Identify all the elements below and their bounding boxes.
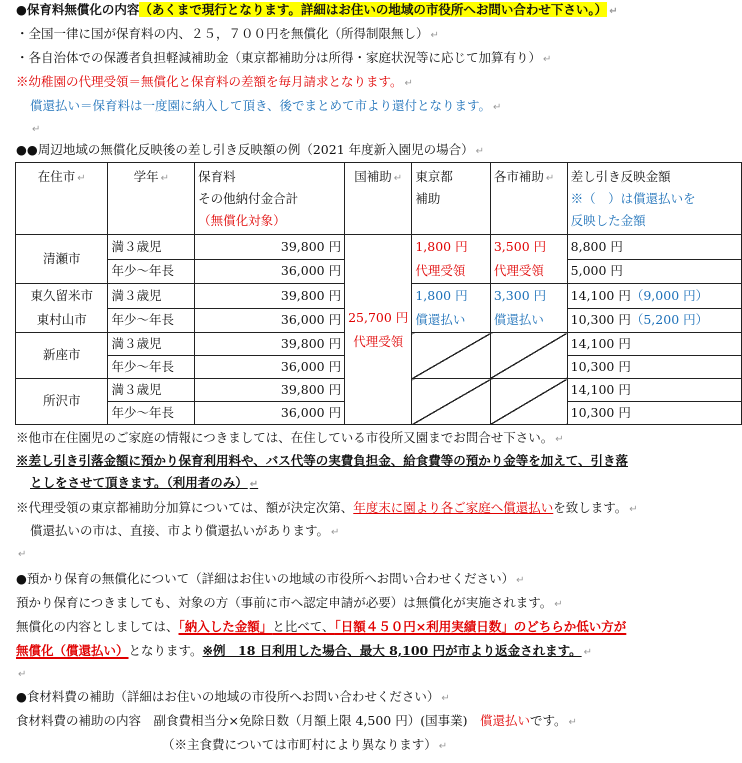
blank-line: ↵ (18, 549, 27, 560)
city-higashikurume-higashimurayama: 東久留米市 東村山市 (16, 284, 108, 333)
fee-line-proxy-receipt: ※幼稚園の代理受領＝無償化と保育料の差額を毎月請求となります。 ↵ (16, 74, 413, 89)
diff-cell: 8,800 円 (567, 235, 741, 260)
higashi-tokyo-subsidy: 1,800 円 償還払い (412, 284, 491, 333)
note-tokyo-addition: ※代理受領の東京都補助分加算については、額が決定次第、年度末に園より各ご家庭へ償還払いを致します。 ↵ (16, 500, 638, 515)
niiza-city-empty (490, 333, 567, 379)
section-childcare-fee-title: ●保育料無償化の内容（あくまで現行となります。詳細はお住いの地域の市役所へお問い合わせ下さい。） ↵ (16, 2, 618, 17)
header-grade: 学年 ↵ (108, 163, 195, 235)
diff-cell: 14,100 円（9,000 円） (567, 284, 741, 309)
header-diff: 差し引き反映金額 ※（ ）は償還払いを 反映した金額 (567, 163, 741, 235)
diff-cell: 10,300 円 (567, 356, 741, 379)
diff-cell: 5,000 円 (567, 259, 741, 284)
city-tokorozawa: 所沢市 (16, 379, 108, 425)
fee-cell: 36,000 円 (195, 402, 345, 425)
niiza-tokyo-empty (412, 333, 491, 379)
grade-cell: 年少～年長 (108, 356, 195, 379)
grade-cell: 年少～年長 (108, 259, 195, 284)
city-kiyose: 清瀬市 (16, 235, 108, 284)
note-other-city: ※他市在住園児のご家庭の情報につきましては、在住している市役所又園までお問合せ下さい。 ↵ (16, 430, 564, 445)
national-subsidy-cell: 25,700 円 代理受領 (345, 235, 412, 425)
fee-cell: 39,800 円 (195, 379, 345, 402)
fee-cell: 39,800 円 (195, 284, 345, 309)
header-tokyo: 東京都 補助 (412, 163, 491, 235)
fee-cell: 39,800 円 (195, 235, 345, 260)
grade-cell: 満３歳児 (108, 379, 195, 402)
section-extended-care-title: ●預かり保育の無償化について（詳細はお住いの地域の市役所へお問い合わせください） ↵ (16, 571, 525, 586)
diff-cell: 10,300 円（5,200 円） (567, 308, 741, 333)
diff-cell: 14,100 円 (567, 379, 741, 402)
kiyose-tokyo-subsidy: 1,800 円 代理受領 (412, 235, 491, 284)
city-niiza: 新座市 (16, 333, 108, 379)
diff-cell: 10,300 円 (567, 402, 741, 425)
table-row (16, 235, 742, 260)
note-city-reimbursement: 償還払いの市は、直接、市より償還払いがあります。 ↵ (30, 523, 340, 538)
grade-cell: 満３歳児 (108, 284, 195, 309)
grade-cell: 年少～年長 (108, 308, 195, 333)
fee-cell: 39,800 円 (195, 333, 345, 356)
fee-cell: 36,000 円 (195, 259, 345, 284)
fee-line-national: ・全国一律に国が保育料の内、２５，７００円を無償化（所得制限無し） ↵ (16, 26, 439, 41)
higashi-city-subsidy: 3,300 円 償還払い (490, 284, 567, 333)
header-national: 国補助 ↵ (345, 163, 412, 235)
grade-cell: 満３歳児 (108, 235, 195, 260)
extended-care-line1: 預かり保育につきましても、対象の方（事前に市へ認定申請が必要）は無償化が実施されます。 ↵ (16, 595, 563, 610)
extended-care-line2: 無償化の内容としましては、「納入した金額」と比べて、「日額４５０円×利用実績日数」のどちらか低い方が (16, 619, 627, 634)
diff-cell: 14,100 円 (567, 333, 741, 356)
blank-line: ↵ (18, 669, 27, 680)
tokorozawa-city-empty (490, 379, 567, 425)
fee-line-local: ・各自治体での保護者負担軽減補助金（東京都補助分は所得・家庭状況等に応じて加算有り） ↵ (16, 50, 552, 65)
section-food-subsidy-title: ●食材料費の補助（詳細はお住いの地域の市役所へお問い合わせください） ↵ (16, 689, 450, 704)
subsidy-comparison-table (15, 162, 742, 425)
table-header-row (16, 163, 742, 235)
fee-cell: 36,000 円 (195, 356, 345, 379)
note-deduction-2: としをさせて頂きます。（利用者のみ） ↵ (30, 475, 259, 490)
food-subsidy-line1: 食材料費の補助の内容 副食費相当分×免除日数（月額上限 4,500 円）(国事業) 償還払いです。 ↵ (16, 713, 577, 728)
food-subsidy-line2: （※主食費については市町村により異なります） ↵ (162, 737, 448, 752)
fee-cell: 36,000 円 (195, 308, 345, 333)
kiyose-city-subsidy: 3,500 円 代理受領 (490, 235, 567, 284)
header-city: 在住市 ↵ (16, 163, 108, 235)
header-fee: 保育料 その他納付金合計 （無償化対象） (195, 163, 345, 235)
blank-line: ↵ (32, 124, 41, 135)
tokorozawa-tokyo-empty (412, 379, 491, 425)
grade-cell: 満３歳児 (108, 333, 195, 356)
note-deduction-1: ※差し引き引落金額に預かり保育利用料や、バス代等の実費負担金、給食費等の預かり金等を加えて、引き落 (16, 453, 629, 468)
grade-cell: 年少～年長 (108, 402, 195, 425)
extended-care-line3: 無償化（償還払い）となります。※例 18 日利用した場合、最大 8,100 円が市より返金されます。 ↵ (16, 643, 592, 658)
fee-line-reimbursement: 償還払い＝保育料は一度園に納入して頂き、後でまとめて市より還付となります。 ↵ (30, 98, 502, 113)
section-area-comparison-title: ●●周辺地域の無償化反映後の差し引き反映額の例（2021 年度新入園児の場合） ↵ (16, 142, 485, 157)
notice-highlight: （あくまで現行となります。詳細はお住いの地域の市役所へお問い合わせ下さい。） (139, 2, 608, 17)
header-city-subsidy: 各市補助 ↵ (490, 163, 567, 235)
